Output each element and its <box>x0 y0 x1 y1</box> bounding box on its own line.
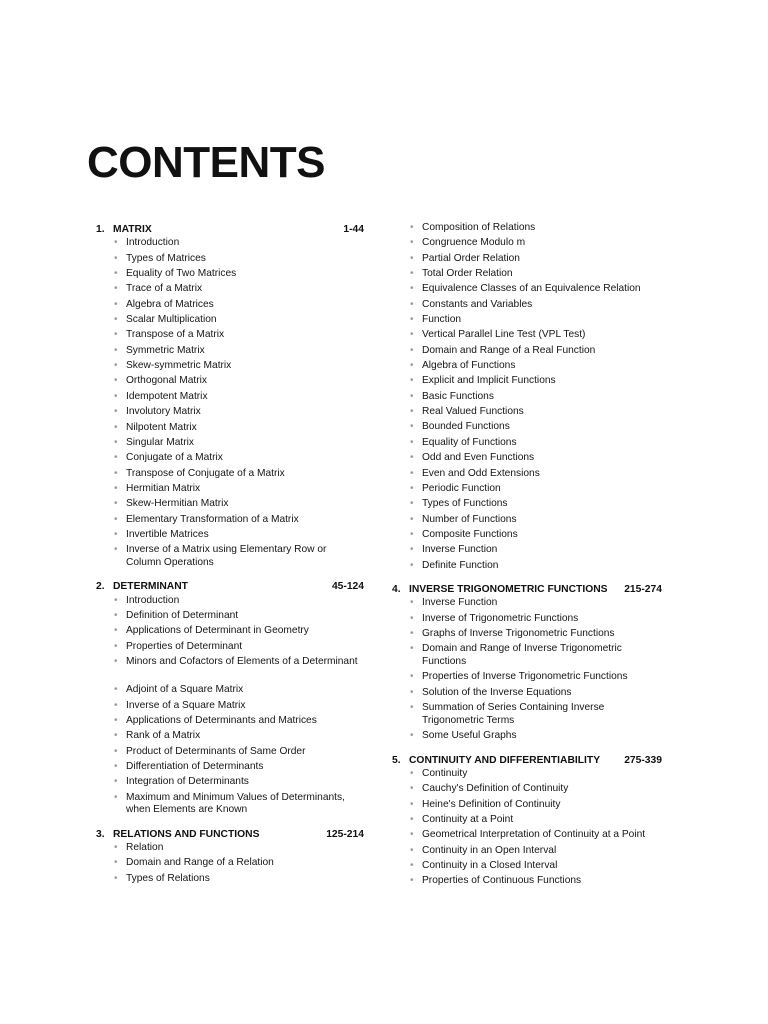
topic-item[interactable] <box>96 391 364 406</box>
bullet-icon: • <box>114 482 118 494</box>
topic-label: Integration of Determinants <box>126 776 249 788</box>
topic-label: Introduction <box>126 594 180 606</box>
topic-label: Applications of Determinants and Matrices <box>126 714 317 726</box>
topic-item[interactable] <box>392 253 662 268</box>
topic-item[interactable] <box>392 406 662 421</box>
topic-item[interactable] <box>392 845 662 860</box>
topic-label: Skew-symmetric Matrix <box>126 360 232 372</box>
chapter-pages: 125-214 <box>326 828 364 840</box>
topic-item[interactable] <box>392 529 662 544</box>
topic-item[interactable] <box>96 641 364 656</box>
topic-label: Inverse of a Square Matrix <box>126 699 246 711</box>
topic-item[interactable] <box>96 595 364 610</box>
topic-label: Partial Order Relation <box>422 252 520 264</box>
topic-item[interactable] <box>392 597 662 612</box>
topic-label: Even and Odd Extensions <box>422 467 540 479</box>
topic-label: Involutory Matrix <box>126 406 201 418</box>
topic-item[interactable] <box>96 268 364 283</box>
topic-item[interactable] <box>392 437 662 452</box>
bullet-icon: • <box>114 467 118 479</box>
bullet-icon: • <box>114 344 118 356</box>
topic-list <box>392 597 662 745</box>
topic-label: Product of Determinants of Same Order <box>126 745 306 757</box>
topic-item[interactable] <box>96 761 364 776</box>
bullet-icon: • <box>114 656 118 668</box>
topic-label: Continuity at a Point <box>422 813 514 825</box>
topic-label: Vertical Parallel Line Test (VPL Test) <box>422 329 586 341</box>
bullet-icon: • <box>114 730 118 742</box>
chapter-title: INVERSE TRIGONOMETRIC FUNCTIONS <box>409 583 608 595</box>
topic-item[interactable] <box>392 730 662 745</box>
topic-label: Inverse Function <box>422 597 498 609</box>
topic-label: Heine's Definition of Continuity <box>422 798 561 810</box>
topic-label: Invertible Matrices <box>126 528 209 540</box>
bullet-icon: • <box>410 860 414 871</box>
topic-label: Algebra of Functions <box>422 360 516 372</box>
topic-item[interactable] <box>392 329 662 344</box>
chapter-determinant <box>96 579 364 819</box>
topic-label: Transpose of Conjugate of a Matrix <box>126 467 285 479</box>
chapter-pages: 45-124 <box>331 581 364 593</box>
topic-label: Types of Matrices <box>126 252 206 264</box>
topic-item[interactable] <box>392 468 662 483</box>
topic-label: Properties of Inverse Trigonometric Functions <box>422 671 628 683</box>
bullet-icon: • <box>114 314 118 326</box>
topic-list <box>392 222 662 575</box>
topic-label: Rank of a Matrix <box>126 730 201 742</box>
topic-label: Properties of Continuous Functions <box>422 875 582 887</box>
bullet-icon: • <box>410 627 414 639</box>
chapter-heading[interactable] <box>392 582 662 597</box>
chapter-heading[interactable] <box>392 753 662 768</box>
topic-label: Scalar Multiplication <box>126 314 217 326</box>
bullet-icon: • <box>410 844 414 856</box>
topic-label: Function <box>422 314 462 326</box>
topic-item[interactable] <box>392 643 662 671</box>
topic-label: Some Useful Graphs <box>422 730 517 742</box>
bullet-icon: • <box>114 791 118 803</box>
bullet-icon: • <box>410 222 414 233</box>
topic-item[interactable] <box>392 799 662 814</box>
topic-item[interactable] <box>392 514 662 529</box>
topic-label: Differentiation of Determinants <box>126 760 264 772</box>
topic-item[interactable] <box>392 875 662 890</box>
chapter-number: 2. <box>96 581 105 593</box>
bullet-icon: • <box>410 452 414 464</box>
bullet-icon: • <box>114 714 118 726</box>
topic-label: Composite Functions <box>422 528 518 540</box>
bullet-icon: • <box>410 360 414 372</box>
topic-label: Adjoint of a Square Matrix <box>126 684 244 696</box>
bullet-icon: • <box>410 482 414 494</box>
bullet-icon: • <box>410 875 414 887</box>
topic-list <box>96 237 364 572</box>
topic-label: Trace of a Matrix <box>126 283 203 295</box>
topic-item[interactable] <box>392 613 662 628</box>
bullet-icon: • <box>410 612 414 624</box>
bullet-icon: • <box>410 702 414 714</box>
bullet-icon: • <box>114 544 118 556</box>
topic-item[interactable] <box>96 483 364 498</box>
bullet-icon: • <box>114 360 118 372</box>
bullet-icon: • <box>114 375 118 387</box>
topic-item[interactable] <box>392 299 662 314</box>
chapter-matrix <box>96 222 364 572</box>
topic-label: Definite Function <box>422 559 499 571</box>
topic-label: Domain and Range of Inverse Trigonometric Functions <box>422 643 622 668</box>
topic-label: Graphs of Inverse Trigonometric Functions <box>422 627 615 639</box>
topic-label: Constants and Variables <box>422 298 533 310</box>
topic-label: Inverse of a Matrix using Elementary Row or Column Operations <box>126 544 327 569</box>
bullet-icon: • <box>410 268 414 280</box>
topic-item[interactable] <box>392 283 662 298</box>
topic-label: Relation <box>126 842 164 854</box>
bullet-icon: • <box>410 643 414 655</box>
bullet-icon: • <box>410 767 414 779</box>
bullet-icon: • <box>410 467 414 479</box>
topic-item[interactable] <box>96 873 364 888</box>
topic-item[interactable] <box>96 857 364 872</box>
topic-item[interactable] <box>392 814 662 829</box>
bullet-icon: • <box>114 452 118 464</box>
chapter-title: CONTINUITY AND DIFFERENTIABILITY <box>409 754 601 766</box>
topic-item[interactable] <box>392 483 662 498</box>
bullet-icon: • <box>114 406 118 418</box>
bullet-icon: • <box>114 842 118 854</box>
topic-label: Applications of Determinant in Geometry <box>126 625 309 637</box>
topic-item[interactable] <box>96 700 364 715</box>
topic-label: Solution of the Inverse Equations <box>422 686 572 698</box>
bullet-icon: • <box>410 798 414 810</box>
topic-label: Basic Functions <box>422 390 494 402</box>
chapter-title: RELATIONS AND FUNCTIONS <box>113 828 260 840</box>
topic-label: Continuity in a Closed Interval <box>422 860 558 871</box>
topic-item[interactable] <box>96 610 364 625</box>
topic-label: Conjugate of a Matrix <box>126 452 223 464</box>
bullet-icon: • <box>114 329 118 341</box>
topic-item[interactable] <box>96 329 364 344</box>
topic-item[interactable] <box>392 452 662 467</box>
bullet-icon: • <box>114 498 118 510</box>
topic-label: Orthogonal Matrix <box>126 375 207 387</box>
topic-item[interactable] <box>96 776 364 791</box>
topic-label: Odd and Even Functions <box>422 452 535 464</box>
topic-item[interactable] <box>392 314 662 329</box>
topic-label: Composition of Relations <box>422 222 536 233</box>
topic-label: Summation of Series Containing Inverse Trigonometric Terms <box>422 702 605 726</box>
chapter-title: MATRIX <box>113 224 152 235</box>
topic-item[interactable] <box>392 222 662 237</box>
topic-item[interactable] <box>96 514 364 529</box>
topic-item[interactable] <box>96 842 364 857</box>
topic-label: Transpose of a Matrix <box>126 329 225 341</box>
bullet-icon: • <box>114 610 118 622</box>
topic-label: Congruence Modulo m <box>422 237 526 249</box>
topic-label: Idempotent Matrix <box>126 390 208 402</box>
topic-label: Minors and Cofactors of Elements of a Determinant <box>126 656 358 668</box>
topic-label: Inverse Function <box>422 544 498 556</box>
chapter-heading[interactable] <box>96 579 364 594</box>
topic-item[interactable] <box>96 253 364 268</box>
bullet-icon: • <box>114 390 118 402</box>
topic-list <box>392 768 662 891</box>
topic-item[interactable] <box>96 684 364 699</box>
topic-label: Algebra of Matrices <box>126 298 214 310</box>
bullet-icon: • <box>410 237 414 249</box>
bullet-icon: • <box>114 857 118 869</box>
topic-item[interactable] <box>392 345 662 360</box>
topic-item[interactable] <box>392 268 662 283</box>
topic-label: Introduction <box>126 237 180 249</box>
bullet-icon: • <box>410 344 414 356</box>
topic-item[interactable] <box>96 422 364 437</box>
topic-label: Properties of Determinant <box>126 640 243 652</box>
bullet-icon: • <box>114 436 118 448</box>
topic-item[interactable] <box>392 544 662 559</box>
topic-label: Geometrical Interpretation of Continuity at a Point <box>422 829 646 841</box>
topic-item[interactable] <box>96 715 364 730</box>
bullet-icon: • <box>114 594 118 606</box>
topic-item[interactable] <box>392 375 662 390</box>
topic-list <box>96 595 364 820</box>
bullet-icon: • <box>114 298 118 310</box>
bullet-icon: • <box>410 390 414 402</box>
topic-list <box>96 842 364 888</box>
topic-item[interactable] <box>392 628 662 643</box>
chapter-pages: 215-274 <box>624 583 662 595</box>
chapter-number: 4. <box>392 583 401 595</box>
topic-label: Types of Relations <box>126 872 210 884</box>
topic-item[interactable] <box>96 345 364 360</box>
chapter-title: DETERMINANT <box>113 581 188 593</box>
bullet-icon: • <box>114 252 118 264</box>
bullet-icon: • <box>410 513 414 525</box>
topic-label: Singular Matrix <box>126 436 194 448</box>
bullet-icon: • <box>114 528 118 540</box>
topic-label: Elementary Transformation of a Matrix <box>126 513 299 525</box>
contents-column-right <box>392 222 662 891</box>
topic-label: Cauchy's Definition of Continuity <box>422 783 569 795</box>
topic-label: Maximum and Minimum Values of Determinants, when Elements are Known <box>126 791 345 816</box>
chapter-relations-functions <box>96 827 364 888</box>
bullet-icon: • <box>410 686 414 698</box>
chapter-inverse-trigonometric-functions <box>392 582 662 746</box>
bullet-icon: • <box>410 783 414 795</box>
bullet-icon: • <box>410 498 414 510</box>
topic-item[interactable] <box>96 299 364 314</box>
contents-column-left <box>96 222 364 888</box>
topic-item[interactable] <box>96 792 364 820</box>
bullet-icon: • <box>410 298 414 310</box>
bullet-icon: • <box>410 329 414 341</box>
topic-label: Explicit and Implicit Functions <box>422 375 556 387</box>
bullet-icon: • <box>114 283 118 295</box>
bullet-icon: • <box>410 813 414 825</box>
bullet-icon: • <box>114 699 118 711</box>
topic-item[interactable] <box>96 360 364 375</box>
topic-item[interactable] <box>96 468 364 483</box>
topic-label: Skew-Hermitian Matrix <box>126 498 229 510</box>
bullet-icon: • <box>410 730 414 742</box>
topic-label: Symmetric Matrix <box>126 344 205 356</box>
topic-label: Equivalence Classes of an Equivalence Relation <box>422 283 641 295</box>
topic-item[interactable] <box>96 437 364 452</box>
topic-item[interactable] <box>392 237 662 252</box>
page-title: CONTENTS <box>87 138 325 187</box>
topic-item[interactable] <box>392 768 662 783</box>
topic-item[interactable] <box>96 375 364 390</box>
chapter-heading[interactable] <box>96 827 364 842</box>
topic-item[interactable] <box>96 656 364 684</box>
chapter-continuity-differentiability <box>392 753 662 891</box>
bullet-icon: • <box>114 776 118 788</box>
topic-label: Equality of Two Matrices <box>126 268 237 280</box>
chapter-number: 1. <box>96 224 105 235</box>
bullet-icon: • <box>114 237 118 249</box>
topic-item[interactable] <box>392 687 662 702</box>
topic-label: Hermitian Matrix <box>126 482 201 494</box>
topic-item[interactable] <box>96 237 364 252</box>
topic-item[interactable] <box>96 544 364 572</box>
bullet-icon: • <box>410 829 414 841</box>
topic-item[interactable] <box>392 391 662 406</box>
topic-item[interactable] <box>96 529 364 544</box>
bullet-icon: • <box>114 640 118 652</box>
topic-item[interactable] <box>392 783 662 798</box>
topic-item[interactable] <box>96 406 364 421</box>
bullet-icon: • <box>410 436 414 448</box>
topic-item[interactable] <box>392 421 662 436</box>
topic-item[interactable] <box>392 829 662 844</box>
topic-label: Equality of Functions <box>422 436 517 448</box>
topic-item[interactable] <box>392 498 662 513</box>
bullet-icon: • <box>114 745 118 757</box>
bullet-icon: • <box>114 268 118 280</box>
topic-item[interactable] <box>392 702 662 730</box>
topic-label: Definition of Determinant <box>126 610 239 622</box>
topic-label: Number of Functions <box>422 513 517 525</box>
bullet-icon: • <box>410 421 414 433</box>
topic-label: Total Order Relation <box>422 268 513 280</box>
topic-label: Inverse of Trigonometric Functions <box>422 612 579 624</box>
topic-item[interactable] <box>96 314 364 329</box>
bullet-icon: • <box>410 559 414 571</box>
topic-label: Bounded Functions <box>422 421 510 433</box>
topic-item[interactable] <box>96 452 364 467</box>
bullet-icon: • <box>114 513 118 525</box>
bullet-icon: • <box>114 421 118 433</box>
bullet-icon: • <box>410 544 414 556</box>
bullet-icon: • <box>410 283 414 295</box>
topic-item[interactable] <box>392 671 662 686</box>
chapter-pages: 275-339 <box>624 754 662 766</box>
topic-label: Periodic Function <box>422 482 501 494</box>
topic-item[interactable] <box>96 625 364 640</box>
chapter-number: 5. <box>392 754 401 766</box>
bullet-icon: • <box>410 375 414 387</box>
topic-item[interactable] <box>96 498 364 513</box>
bullet-icon: • <box>410 314 414 326</box>
bullet-icon: • <box>114 684 118 696</box>
topic-item[interactable] <box>392 560 662 575</box>
topic-label: Domain and Range of a Relation <box>126 857 274 869</box>
bullet-icon: • <box>114 625 118 637</box>
topic-item[interactable] <box>96 746 364 761</box>
chapter-number: 3. <box>96 828 105 840</box>
topic-label: Types of Functions <box>422 498 508 510</box>
topic-label: Continuity in an Open Interval <box>422 844 557 856</box>
bullet-icon: • <box>410 597 414 609</box>
topic-label: Real Valued Functions <box>422 406 524 418</box>
chapter-heading[interactable] <box>96 222 364 237</box>
bullet-icon: • <box>410 406 414 418</box>
topic-item[interactable] <box>392 860 662 875</box>
bullet-icon: • <box>114 872 118 884</box>
chapter-pages: 1-44 <box>343 224 364 235</box>
bullet-icon: • <box>410 252 414 264</box>
topic-item[interactable] <box>392 360 662 375</box>
topic-label: Continuity <box>422 767 468 779</box>
bullet-icon: • <box>410 528 414 540</box>
topic-label: Nilpotent Matrix <box>126 421 197 433</box>
bullet-icon: • <box>410 671 414 683</box>
topic-item[interactable] <box>96 283 364 298</box>
topic-label: Domain and Range of a Real Function <box>422 344 596 356</box>
bullet-icon: • <box>114 760 118 772</box>
chapter-relations-functions-continued <box>392 222 662 575</box>
topic-item[interactable] <box>96 730 364 745</box>
